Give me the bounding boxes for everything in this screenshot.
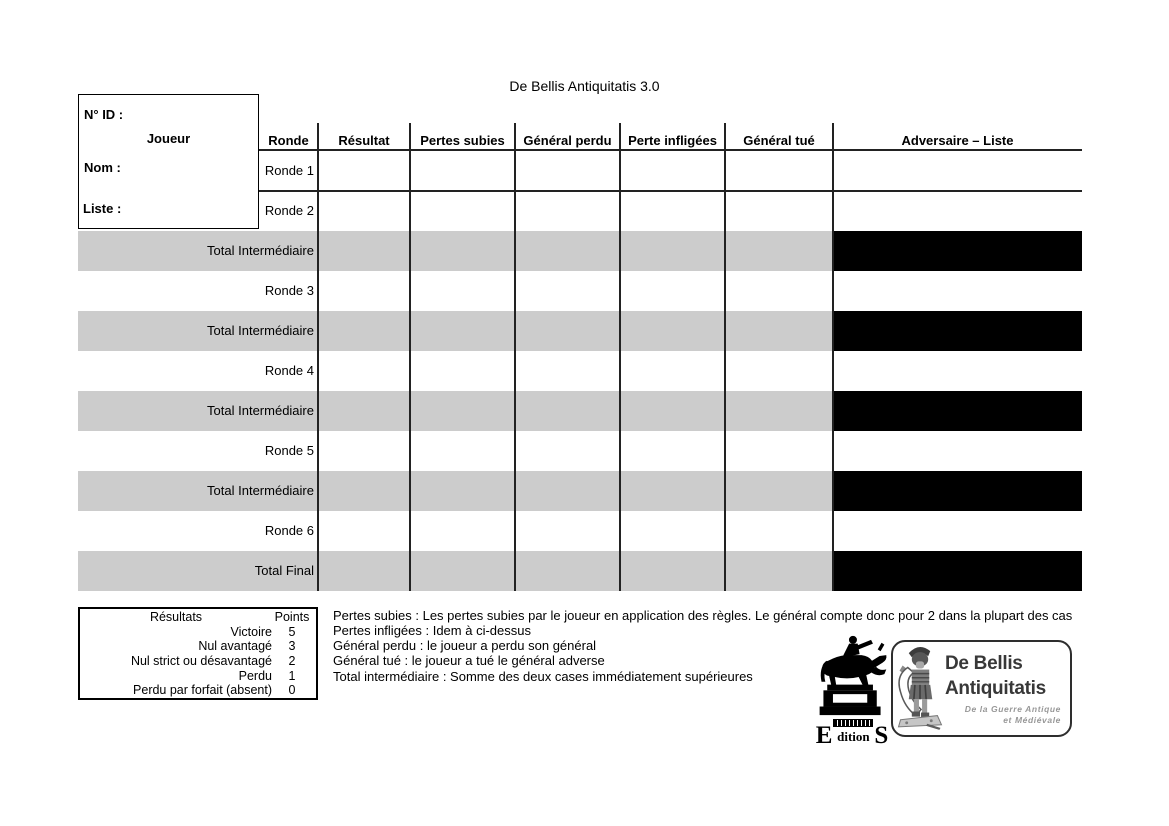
blacked-out-cell bbox=[833, 231, 1082, 271]
grid-vline bbox=[409, 123, 411, 591]
editions-wordmark bbox=[806, 719, 898, 749]
points-row-nul-strict bbox=[80, 654, 316, 669]
player-id-label: N° ID : bbox=[84, 107, 124, 122]
points-row-value: 3 bbox=[288, 639, 296, 654]
blacked-out-cell bbox=[833, 311, 1082, 351]
col-header-general-tue: Général tué bbox=[743, 133, 815, 148]
table-row-ronde-3 bbox=[78, 271, 1082, 311]
note-general-perdu: Général perdu : le joueur a perdu son général bbox=[333, 638, 597, 654]
note-general-tue: Général tué : le joueur a tué le général adverse bbox=[333, 653, 605, 669]
points-row-label: Nul strict ou désavantagé bbox=[130, 654, 272, 669]
dba-title bbox=[945, 651, 1046, 701]
row-label: Total Intermédiaire bbox=[207, 403, 314, 418]
results-header: Résultats bbox=[149, 610, 203, 624]
row-label: Ronde 6 bbox=[264, 523, 314, 538]
grid-vline bbox=[619, 123, 621, 591]
col-header-pertes-subies: Pertes subies bbox=[420, 133, 505, 148]
player-name-label: Nom : bbox=[84, 160, 121, 175]
table-row-total-intermediaire-4 bbox=[78, 471, 1082, 511]
row-label: Ronde 5 bbox=[264, 443, 314, 458]
grid-vline bbox=[317, 123, 319, 591]
points-row-victoire bbox=[80, 625, 316, 640]
col-header-general-perdu: Général perdu bbox=[523, 133, 612, 148]
row-label: Ronde 2 bbox=[264, 203, 314, 218]
table-row-ronde-5 bbox=[78, 431, 1082, 471]
dba-title-line1: De Bellis bbox=[945, 653, 1023, 674]
row-separator-line bbox=[259, 190, 1082, 192]
grid-vline bbox=[832, 123, 834, 591]
grid-vline bbox=[514, 123, 516, 591]
table-row-total-intermediaire-2 bbox=[78, 311, 1082, 351]
note-pertes-subies: Pertes subies : Les pertes subies par le joueur en application des règles. Le général compte donc pour 2 dans la plupart des cas bbox=[333, 608, 1073, 623]
points-row-label: Victoire bbox=[230, 624, 272, 639]
points-header-row bbox=[80, 610, 316, 625]
header-underline bbox=[259, 149, 1082, 151]
points-header: Points bbox=[274, 610, 310, 624]
points-row-label: Nul avantagé bbox=[198, 639, 272, 654]
col-header-adversaire-liste: Adversaire – Liste bbox=[901, 133, 1014, 148]
row-label: Total Intermédiaire bbox=[207, 323, 314, 338]
points-row-label: Perdu par forfait (absent) bbox=[133, 683, 272, 698]
col-header-ronde: Ronde bbox=[268, 133, 309, 148]
table-row-total-intermediaire-1 bbox=[78, 231, 1082, 271]
row-label: Ronde 3 bbox=[264, 283, 314, 298]
table-row-total-intermediaire-3 bbox=[78, 391, 1082, 431]
points-row-value: 0 bbox=[288, 683, 296, 698]
table-row-total-final bbox=[78, 551, 1082, 591]
roman-soldier-icon bbox=[896, 645, 944, 733]
row-label: Total Intermédiaire bbox=[207, 243, 314, 258]
col-header-perte-infligees: Perte infligées bbox=[628, 133, 717, 148]
editions-logo bbox=[806, 633, 898, 748]
points-row-value: 2 bbox=[288, 654, 296, 669]
points-row-forfait bbox=[80, 683, 316, 698]
dba-subtitle-line2: et Médiévale bbox=[1003, 715, 1061, 725]
dba-subtitle bbox=[965, 704, 1061, 726]
table-row-ronde-4 bbox=[78, 351, 1082, 391]
points-legend-box bbox=[78, 607, 318, 700]
player-list-label: Liste : bbox=[83, 201, 122, 216]
points-row-value: 5 bbox=[288, 624, 296, 639]
dba-subtitle-line1: De la Guerre Antique bbox=[964, 704, 1061, 714]
note-pertes-infligees: Pertes infligées : Idem à ci-dessus bbox=[333, 623, 531, 639]
editions-middle-text: dition bbox=[837, 729, 870, 744]
dba-logo bbox=[891, 640, 1072, 737]
blacked-out-cell bbox=[833, 471, 1082, 511]
editions-middle-col bbox=[833, 719, 873, 746]
points-row-label: Perdu bbox=[238, 668, 272, 683]
page-title: De Bellis Antiquitatis 3.0 bbox=[509, 78, 660, 94]
row-label: Total Final bbox=[254, 563, 314, 578]
dba-title-line2: Antiquitatis bbox=[945, 678, 1046, 699]
points-row-value: 1 bbox=[288, 668, 296, 683]
blacked-out-cell bbox=[833, 551, 1082, 591]
blacked-out-cell bbox=[833, 391, 1082, 431]
points-row-perdu bbox=[80, 669, 316, 684]
row-label: Ronde 1 bbox=[264, 163, 314, 178]
player-label: Joueur bbox=[146, 131, 191, 146]
equestrian-statue-icon bbox=[812, 633, 892, 721]
row-label: Ronde 4 bbox=[264, 363, 314, 378]
row-label: Total Intermédiaire bbox=[207, 483, 314, 498]
editions-cap-e: E bbox=[815, 722, 833, 749]
note-total-intermediaire: Total intermédiaire : Somme des deux cases immédiatement supérieures bbox=[333, 668, 753, 684]
editions-banner-icon bbox=[833, 719, 873, 727]
player-info-box bbox=[78, 94, 259, 229]
col-header-resultat: Résultat bbox=[338, 133, 390, 148]
editions-cap-s: S bbox=[874, 722, 889, 749]
grid-vline bbox=[724, 123, 726, 591]
table-row-ronde-6 bbox=[78, 511, 1082, 551]
points-row-nul-avantage bbox=[80, 639, 316, 654]
